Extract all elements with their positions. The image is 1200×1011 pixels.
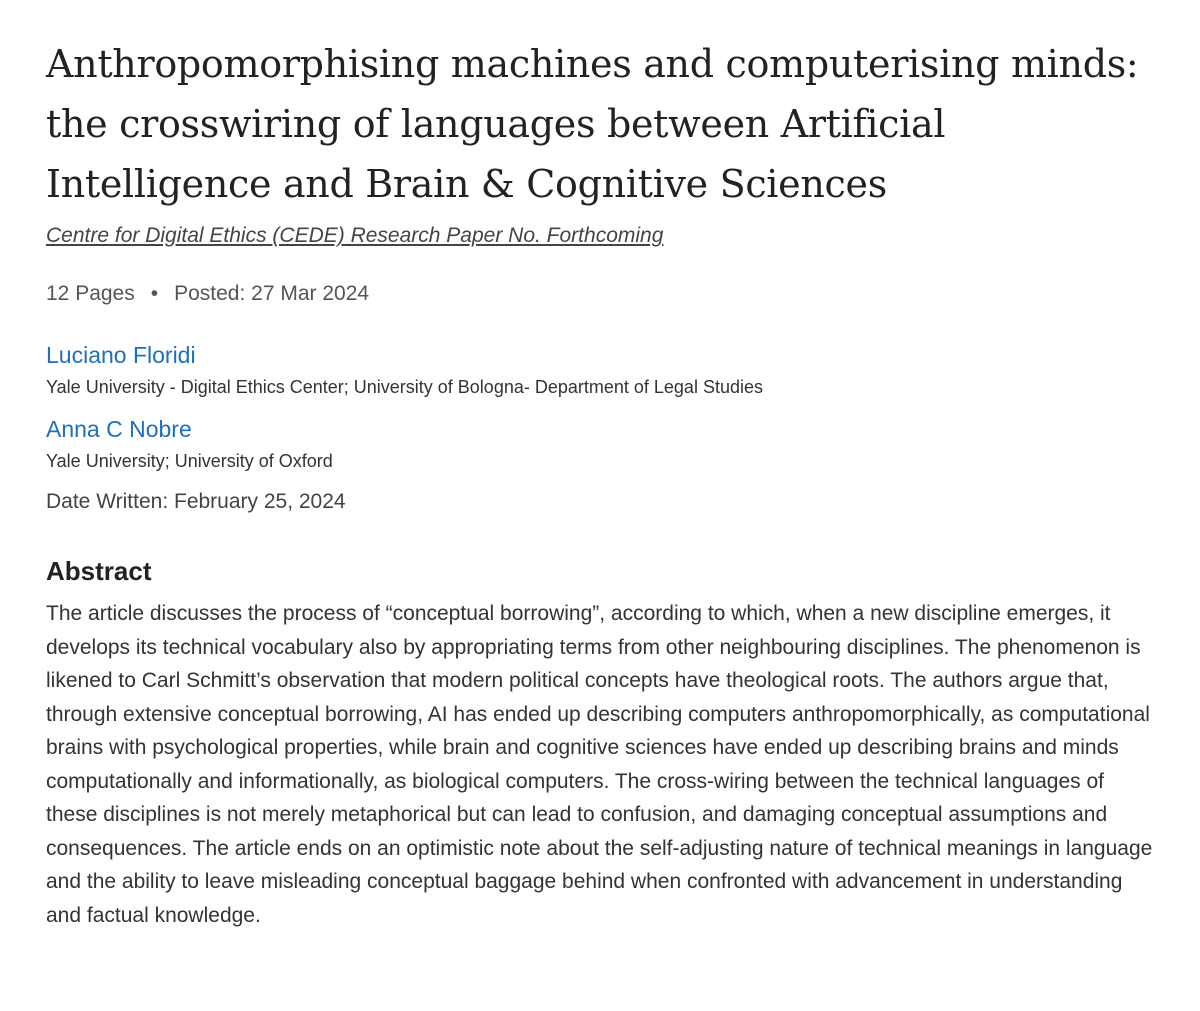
series-link[interactable]: Centre for Digital Ethics (CEDE) Research Paper No. Forthcoming (46, 224, 664, 247)
author-list (46, 342, 1156, 472)
author-affiliation: Yale University - Digital Ethics Center; University of Bologna- Department of Legal Studies (46, 377, 763, 397)
paper-title: Anthropomorphising machines and computerising minds: the crosswiring of languages between Artificial Intelligence and Brain & Cognitive Sciences (46, 42, 1139, 206)
abstract-text: The article discusses the process of “conceptual borrowing”, according to which, when a new discipline emerges, it develops its technical vocabulary also by appropriating terms from other neighbouring disciplines. The phenomenon is likened to Carl Schmitt’s observation that modern political concepts have theological roots. The authors argue that, through extensive conceptual borrowing, AI has ended up describing computers anthropomorphically, as computational brains with psychological properties, while brain and cognitive sciences have ended up describing brains and minds computationally and informationally, as biological computers. The cross-wiring between the technical languages of these disciplines is not merely metaphorical but can lead to confusion, and damaging conceptual assumptions and consequences. The article ends on an optimistic note about the self-adjusting nature of technical meanings in language and the ability to leave misleading conceptual baggage behind when confronted with advancement in understanding and factual knowledge. (46, 602, 1153, 927)
posted-date: Posted: 27 Mar 2024 (174, 282, 370, 305)
paper-page (46, 34, 1156, 932)
date-written: Date Written: February 25, 2024 (46, 490, 346, 513)
author-entry (46, 342, 1156, 398)
author-entry (46, 416, 1156, 472)
author-name-link[interactable]: Luciano Floridi (46, 342, 196, 368)
author-affiliation: Yale University; University of Oxford (46, 451, 333, 471)
paper-meta (46, 282, 1156, 306)
author-name-link[interactable]: Anna C Nobre (46, 416, 192, 442)
meta-separator: • (150, 282, 159, 305)
page-count: 12 Pages (46, 282, 135, 305)
abstract-heading: Abstract (46, 556, 152, 586)
